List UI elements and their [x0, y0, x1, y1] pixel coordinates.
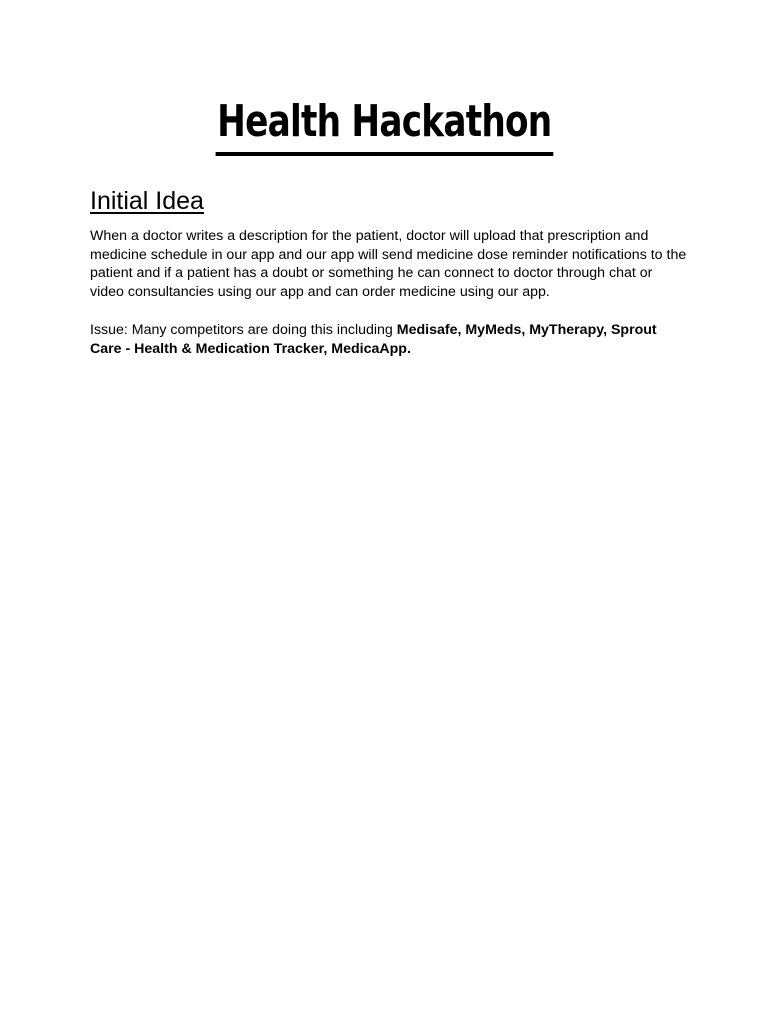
competitors-list: Medisafe, MyMeds, MyTherapy, Sprout Care - Health & Medication Tracker, MedicaApp. — [90, 322, 657, 357]
page-title — [0, 92, 768, 156]
issue-paragraph — [90, 321, 688, 358]
idea-paragraph: When a doctor writes a description for the patient, doctor will upload that prescription and medicine schedule in our app and our app will send medicine dose reminder notifications to the patient and if a patient has a doubt or something he can connect to doctor through chat or video consultancies using our app and can order medicine using our app. — [90, 228, 687, 301]
section-heading-initial-idea: Initial Idea — [90, 187, 204, 215]
issue-prefix: Issue: Many competitors are doing this including — [90, 322, 397, 338]
page-title-text: Health Hackathon — [215, 92, 552, 156]
